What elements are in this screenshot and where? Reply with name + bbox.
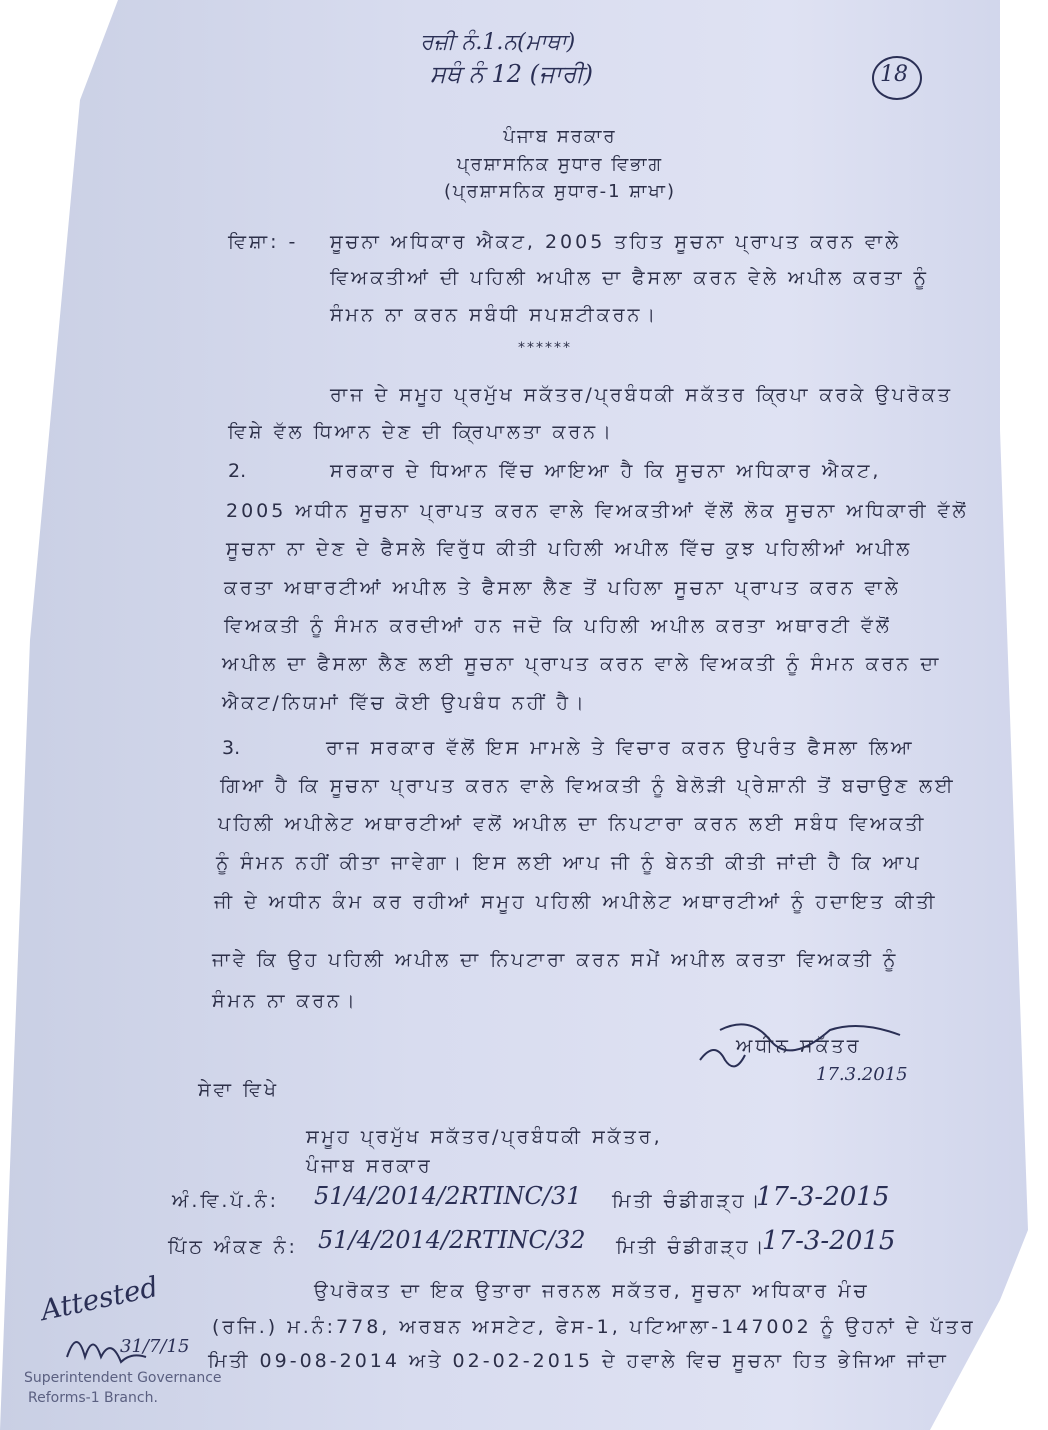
signature-title: ਅਧੀਨ ਸਕੱਤਰ: [736, 1035, 862, 1057]
para3-line-3: ਪਹਿਲੀ ਅਪੀਲੇਟ ਅਥਾਰਟੀਆਂ ਵਲੋਂ ਅਪੀਲ ਦਾ ਨਿਪਟਾਰਾ ਕਰਨ ਲਈ ਸਬੰਧ ਵਿਅਕਤੀ: [218, 813, 927, 835]
copy-line-2: (ਰਜਿ.) ਮ.ਨੰ:778, ਅਰਬਨ ਅਸਟੇਟ, ਫੇਸ-1, ਪਟਿਆਲਾ-147002 ਨੂੰ ਉਹਨਾਂ ਦੇ ਪੱਤਰ: [212, 1316, 976, 1338]
header-branch: (ਪ੍ਰਸ਼ਾਸਨਿਕ ਸੁਧਾਰ-1 ਸ਼ਾਖਾ): [444, 181, 676, 202]
subject-line-1: ਸੂਚਨਾ ਅਧਿਕਾਰ ਐਕਟ, 2005 ਤਹਿਤ ਸੂਚਨਾ ਪ੍ਰਾਪਤ ਕਰਨ ਵਾਲੇ: [330, 231, 902, 253]
ref1-label: ਅੰ.ਵਿ.ਪੱ.ਨੰ:: [172, 1190, 280, 1212]
top-note-2: ਸਥੰ ਨੰ 12 (ਜਾਰੀ): [430, 60, 593, 88]
copy-line-1: ਉਪਰੋਕਤ ਦਾ ਇਕ ਉਤਾਰਾ ਜਰਨਲ ਸਕੱਤਰ, ਸੂਚਨਾ ਅਧਿਕਾਰ ਮੰਚ: [314, 1280, 870, 1302]
ref1-number: 51/4/2014/2RTINC/31: [314, 1182, 582, 1210]
para3-line-4: ਨੂੰ ਸੰਮਨ ਨਹੀਂ ਕੀਤਾ ਜਾਵੇਗਾ। ਇਸ ਲਈ ਆਪ ਜੀ ਨੂੰ ਬੇਨਤੀ ਕੀਤੀ ਜਾਂਦੀ ਹੈ ਕਿ ਆਪ: [216, 852, 922, 874]
ref1-date-label: ਮਿਤੀ ਚੰਡੀਗੜ੍ਹ।: [612, 1190, 763, 1212]
para2-line-3: ਸੂਚਨਾ ਨਾ ਦੇਣ ਦੇ ਫੈਸਲੇ ਵਿਰੁੱਧ ਕੀਤੀ ਪਹਿਲੀ ਅਪੀਲ ਵਿੱਚ ਕੁਝ ਪਹਿਲੀਆਂ ਅਪੀਲ: [226, 538, 913, 560]
para1-line-2: ਵਿਸ਼ੇ ਵੱਲ ਧਿਆਨ ਦੇਣ ਦੀ ਕ੍ਰਿਪਾਲਤਾ ਕਰਨ।: [228, 421, 614, 443]
seva-vikhe: ਸੇਵਾ ਵਿਖੇ: [198, 1079, 280, 1101]
para3-line-6: ਜਾਵੇ ਕਿ ਉਹ ਪਹਿਲੀ ਅਪੀਲ ਦਾ ਨਿਪਟਾਰਾ ਕਰਨ ਸਮੇਂ ਅਪੀਲ ਕਰਤਾ ਵਿਅਕਤੀ ਨੂੰ: [212, 949, 899, 971]
subject-label: ਵਿਸ਼ਾ: -: [228, 231, 299, 253]
ref1-date: 17-3-2015: [756, 1182, 890, 1212]
para2-line-5: ਵਿਅਕਤੀ ਨੂੰ ਸੰਮਨ ਕਰਦੀਆਂ ਹਨ ਜਦੋ ਕਿ ਪਹਿਲੀ ਅਪੀਲ ਕਰਤਾ ਅਥਾਰਟੀ ਵੱਲੋਂ: [224, 615, 892, 637]
para3-number: 3.: [222, 737, 241, 759]
attested-handwriting: Attested: [37, 1269, 162, 1328]
para1-line-1: ਰਾਜ ਦੇ ਸਮੂਹ ਪ੍ਰਮੁੱਖ ਸਕੱਤਰ/ਪ੍ਰਬੰਧਕੀ ਸਕੱਤਰ ਕ੍ਰਿਪਾ ਕਰਕੇ ਉਪਰੋਕਤ: [330, 384, 954, 406]
ref2-number: 51/4/2014/2RTINC/32: [318, 1226, 586, 1254]
para3-line-7: ਸੰਮਨ ਨਾ ਕਰਨ।: [212, 990, 358, 1012]
stamp-line-1: Superintendent Governance: [24, 1370, 222, 1386]
ref2-date-label: ਮਿਤੀ ਚੰਡੀਗੜ੍ਹ।: [616, 1236, 767, 1258]
signature-date: 17.3.2015: [816, 1064, 908, 1085]
subject-line-2: ਵਿਅਕਤੀਆਂ ਦੀ ਪਹਿਲੀ ਅਪੀਲ ਦਾ ਫੈਸਲਾ ਕਰਨ ਵੇਲੇ ਅਪੀਲ ਕਰਤਾ ਨੂੰ: [330, 267, 929, 289]
header-govt: ਪੰਜਾਬ ਸਰਕਾਰ: [503, 126, 617, 147]
para2-line-1: ਸਰਕਾਰ ਦੇ ਧਿਆਨ ਵਿੱਚ ਆਇਆ ਹੈ ਕਿ ਸੂਚਨਾ ਅਧਿਕਾਰ ਐਕਟ,: [330, 460, 882, 482]
para2-line-7: ਐਕਟ/ਨਿਯਮਾਂ ਵਿੱਚ ਕੋਈ ਉਪਬੰਧ ਨਹੀਂ ਹੈ।: [222, 692, 587, 714]
para2-number: 2.: [228, 460, 247, 482]
separator: ******: [518, 340, 572, 356]
para3-line-2: ਗਿਆ ਹੈ ਕਿ ਸੂਚਨਾ ਪ੍ਰਾਪਤ ਕਰਨ ਵਾਲੇ ਵਿਅਕਤੀ ਨੂੰ ਬੇਲੋੜੀ ਪ੍ਰੇਸ਼ਾਨੀ ਤੋਂ ਬਚਾਉਣ ਲਈ: [220, 775, 956, 797]
para3-line-5: ਜੀ ਦੇ ਅਧੀਨ ਕੰਮ ਕਰ ਰਹੀਆਂ ਸਮੂਹ ਪਹਿਲੀ ਅਪੀਲੇਟ ਅਥਾਰਟੀਆਂ ਨੂੰ ਹਦਾਇਤ ਕੀਤੀ: [214, 891, 938, 913]
stamp-line-2: Reforms-1 Branch.: [28, 1390, 158, 1406]
para2-line-6: ਅਪੀਲ ਦਾ ਫੈਸਲਾ ਲੈਣ ਲਈ ਸੂਚਨਾ ਪ੍ਰਾਪਤ ਕਰਨ ਵਾਲੇ ਵਿਅਕਤੀ ਨੂੰ ਸੰਮਨ ਕਰਨ ਦਾ: [222, 653, 942, 675]
address-line-2: ਪੰਜਾਬ ਸਰਕਾਰ: [306, 1155, 433, 1177]
top-note-1: ਰਜ਼ੀ ਨੰ.1.ਨ(ਮਾਥਾ): [420, 30, 576, 55]
attestation-date: 31/7/15: [120, 1336, 190, 1357]
ref2-label: ਪਿੱਠ ਅੰਕਣ ਨੰ:: [168, 1236, 298, 1258]
ref2-date: 17-3-2015: [762, 1226, 896, 1256]
para2-line-2: 2005 ਅਧੀਨ ਸੂਚਨਾ ਪ੍ਰਾਪਤ ਕਰਨ ਵਾਲੇ ਵਿਅਕਤੀਆਂ ਵੱਲੋਂ ਲੋਕ ਸੂਚਨਾ ਅਧਿਕਾਰੀ ਵੱਲੋਂ: [226, 500, 969, 522]
para2-line-4: ਕਰਤਾ ਅਥਾਰਟੀਆਂ ਅਪੀਲ ਤੇ ਫੈਸਲਾ ਲੈਣ ਤੋਂ ਪਹਿਲਾ ਸੂਚਨਾ ਪ੍ਰਾਪਤ ਕਰਨ ਵਾਲੇ: [224, 577, 901, 599]
subject-line-3: ਸੰਮਨ ਨਾ ਕਰਨ ਸਬੰਧੀ ਸਪਸ਼ਟੀਕਰਨ।: [330, 304, 659, 326]
header-dept: ਪ੍ਰਸ਼ਾਸਨਿਕ ਸੁਧਾਰ ਵਿਭਾਗ: [456, 154, 664, 175]
address-line-1: ਸਮੂਹ ਪ੍ਰਮੁੱਖ ਸਕੱਤਰ/ਪ੍ਰਬੰਧਕੀ ਸਕੱਤਰ,: [306, 1126, 663, 1148]
page-number: 18: [880, 62, 908, 87]
copy-line-3: ਮਿਤੀ 09-08-2014 ਅਤੇ 02-02-2015 ਦੇ ਹਵਾਲੇ ਵਿਚ ਸੂਚਨਾ ਹਿਤ ਭੇਜਿਆ ਜਾਂਦਾ: [208, 1350, 949, 1372]
para3-line-1: ਰਾਜ ਸਰਕਾਰ ਵੱਲੋਂ ਇਸ ਮਾਮਲੇ ਤੇ ਵਿਚਾਰ ਕਰਨ ਉਪਰੰਤ ਫੈਸਲਾ ਲਿਆ: [326, 737, 915, 759]
